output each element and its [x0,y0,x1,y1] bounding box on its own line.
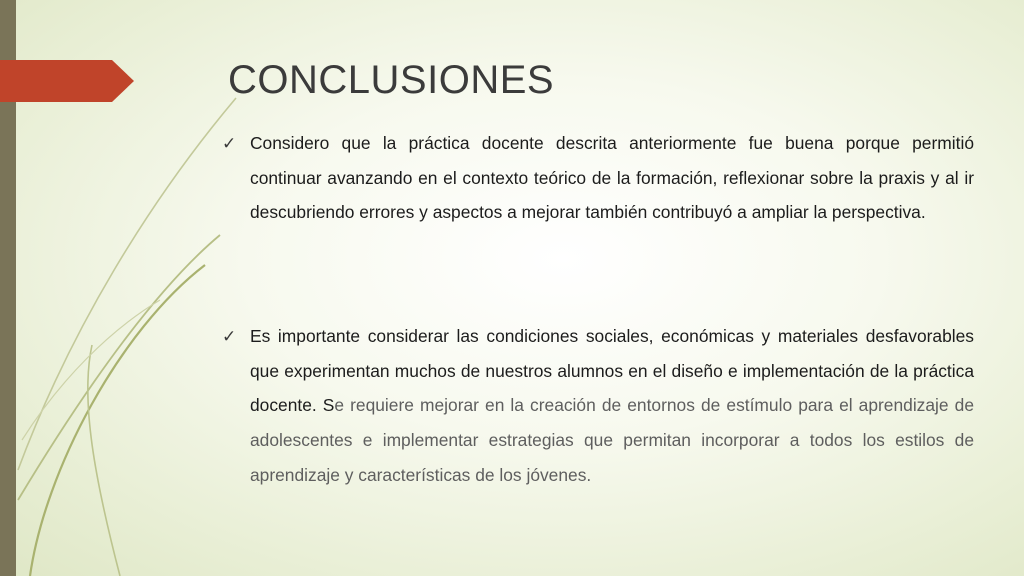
bullet-text-2-primary: Es importante considerar las condiciones sociales, económicas y materiales desfavorables que experimentan muchos de nuestros alumnos en el diseño e implementación de la práctica docente. S [250,326,974,416]
bullet-item-2 [222,319,974,493]
swoosh-line-2 [18,235,220,500]
checkmark-icon: ✓ [222,134,237,153]
bullet-item-1 [222,126,974,230]
bullet-text-1: Considero que la práctica docente descrita anteriormente fue buena porque permitió continuar avanzando en el contexto teórico de la formación, reflexionar sobre la praxis y al ir descubriendo errores y aspectos a mejorar también contribuyó a ampliar la perspectiva. [250,133,974,223]
checkmark-icon: ✓ [222,327,237,346]
swoosh-line-5 [22,300,160,440]
swoosh-line-3 [30,265,205,576]
bullet-text-2 [250,319,974,493]
title-accent-arrow [0,60,134,102]
bullet-text-2-secondary: e requiere mejorar en la creación de entornos de estímulo para el aprendizaje de adolescentes e implementar estrategias que permitan incorporar a todos los estilos de aprendizaje y características de los jóvenes. [250,395,974,485]
swoosh-line-4 [88,345,120,576]
swoosh-line-1 [18,98,236,470]
slide-title: CONCLUSIONES [228,58,555,102]
